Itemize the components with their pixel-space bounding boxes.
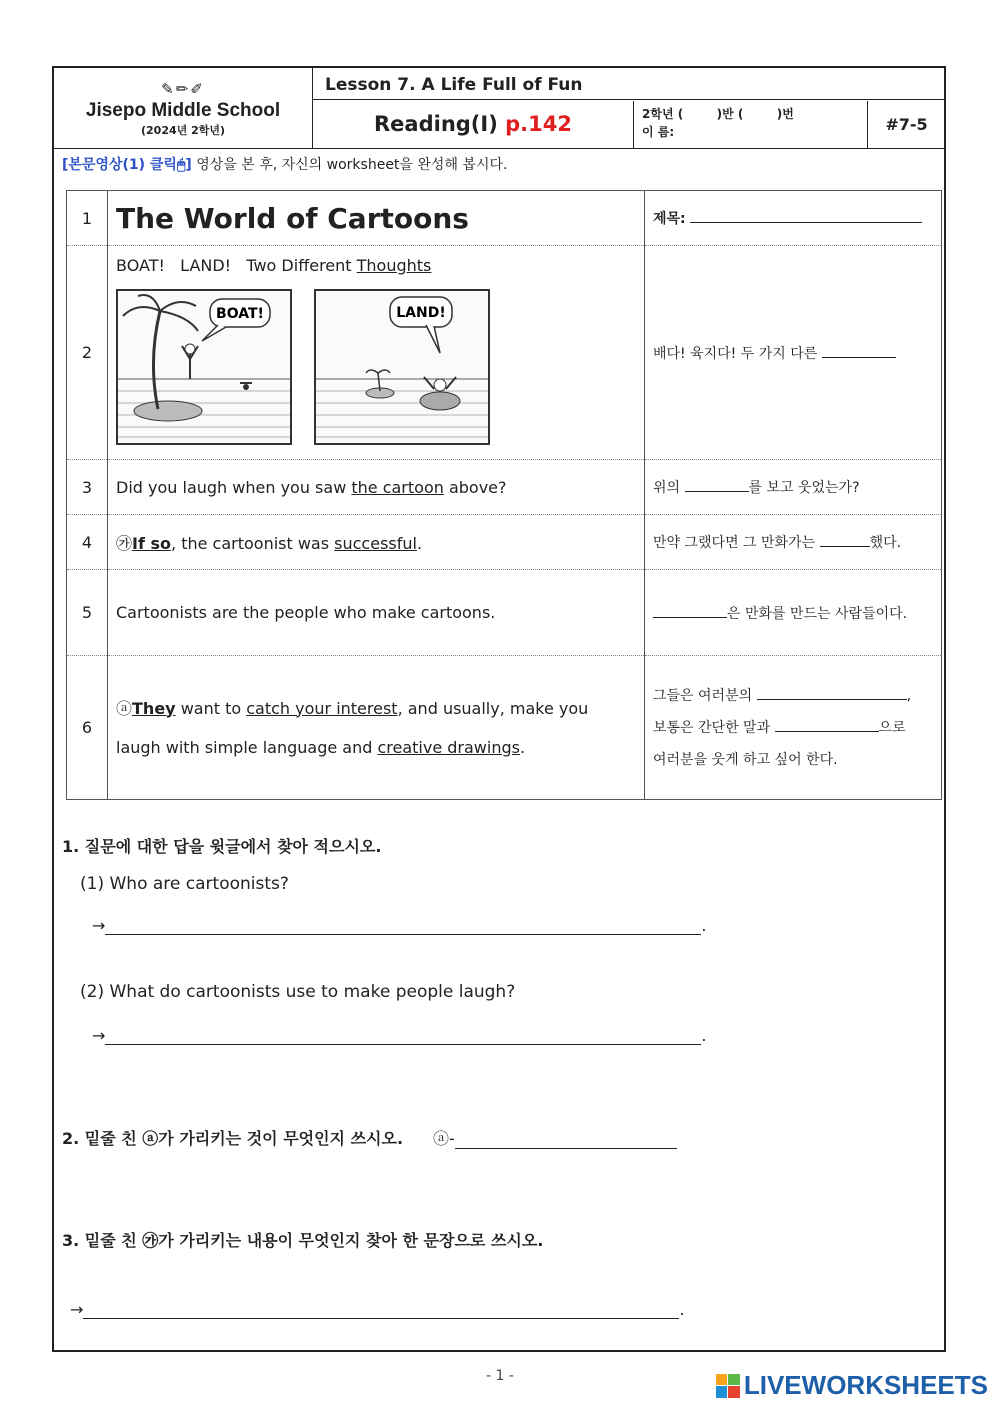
name-line: 이 름: (642, 125, 675, 139)
underlined-phrase: the cartoon (351, 477, 444, 497)
question-1-2: (2) What do cartoonists use to make people laugh? (80, 982, 516, 1002)
text-3: . (519, 737, 526, 757)
pencil-icon: ✎✏✐ (161, 80, 205, 98)
reading-table (66, 190, 942, 800)
text-pre: Did you laugh when you saw (116, 477, 352, 497)
text-1: want to (175, 698, 247, 718)
brand-text: LIVEWORKSHEETS (743, 1370, 988, 1400)
row-korean (645, 515, 942, 570)
table-row (67, 515, 942, 570)
row-english (108, 656, 645, 800)
text-mid: , the cartoonist was (171, 533, 335, 553)
answer-1-1-line[interactable] (105, 914, 701, 935)
arrow-icon: → (92, 1026, 106, 1045)
row-korean (645, 191, 942, 246)
row-number: 5 (67, 570, 108, 656)
text-post: above? (443, 477, 507, 497)
row-number: 3 (67, 460, 108, 515)
cartoon-panels (116, 289, 643, 445)
period: . (701, 1026, 707, 1045)
row-number: 2 (67, 246, 108, 460)
answer-blank[interactable] (685, 477, 749, 492)
row-korean (645, 656, 942, 800)
mark-a: ⓐ (116, 698, 133, 718)
korean-pre: 만약 그랬다면 그 만화가는 (653, 535, 820, 551)
text-post: . (416, 533, 423, 553)
answer-1-1 (92, 914, 707, 935)
answer-1-2 (92, 1024, 707, 1045)
page-number: - 1 - (486, 1368, 514, 1384)
mark-ga: ㉮ (116, 533, 133, 553)
table-row (67, 191, 942, 246)
school-year: (2024년 2학년) (140, 124, 226, 137)
table-row (67, 460, 942, 515)
answer-blank[interactable] (775, 717, 879, 732)
text-2: , and usually, make you laugh with simple language and (116, 698, 589, 757)
question-2 (62, 1126, 677, 1149)
row-korean (645, 246, 942, 460)
story-title: The World of Cartoons (116, 201, 469, 235)
period: . (701, 916, 707, 935)
answer-1-2-line[interactable] (105, 1024, 701, 1045)
row-english (108, 246, 645, 460)
answer-2-label: ⓐ- (433, 1129, 455, 1148)
class-line: 2학년 ( )반 ( )번 (642, 107, 794, 121)
row-english (108, 515, 645, 570)
underlined-word: Thoughts (356, 256, 432, 275)
row-text-pre: BOAT! LAND! Two Different (116, 256, 357, 275)
reading-page: p.142 (505, 112, 572, 136)
liveworksheets-logo[interactable] (716, 1370, 988, 1401)
class-info (634, 101, 868, 148)
cartoon-boat-drawing (118, 291, 290, 443)
korean-text: 배다! 육지다! 두 가지 다른 (653, 345, 818, 362)
school-box (54, 68, 313, 148)
reading-title (313, 101, 634, 148)
underlined-interest: catch your interest (246, 698, 398, 718)
arrow-icon: → (70, 1300, 84, 1319)
answer-3 (70, 1298, 685, 1319)
period: . (679, 1300, 685, 1319)
korean-post: 했다. (869, 535, 902, 551)
instruction-text: 영상을 본 후, 자신의 worksheet을 완성해 봅시다. (191, 157, 508, 173)
korean-pre: 위의 (653, 480, 685, 496)
korean-line-3: 여러분을 웃게 하고 싶어 한다. (653, 751, 838, 768)
table-row (67, 656, 942, 800)
lesson-title: Lesson 7. A Life Full of Fun (313, 68, 944, 100)
bubble-boat: BOAT! (216, 306, 264, 322)
school-name: Jisepo Middle School (85, 100, 281, 121)
underlined-if-so: If so (132, 533, 172, 553)
underlined-successful: successful (334, 533, 417, 553)
korean-2-post: 으로 (878, 719, 906, 736)
worksheet-frame (52, 66, 946, 1352)
row-english: Cartoonists are the people who make cartoons. (108, 570, 645, 656)
liveworksheets-icon (716, 1374, 740, 1398)
answer-3-line[interactable] (83, 1298, 679, 1319)
korean-line-1 (653, 680, 940, 712)
answer-blank[interactable] (820, 532, 870, 547)
question-3: 3. 밑줄 친 ㉮가 가리키는 내용이 무엇인지 찾아 한 문장으로 쓰시오. (62, 1231, 544, 1250)
table-row (67, 570, 942, 656)
reading-label: Reading(I) (374, 112, 498, 136)
video-link[interactable]: [본문영상(1) 클릭🖱] (62, 157, 192, 173)
table-row (67, 246, 942, 460)
title-label: 제목: (653, 211, 686, 227)
cartoon-land (314, 289, 490, 445)
question-1-1: (1) Who are cartoonists? (80, 874, 289, 894)
question-2-text: 2. 밑줄 친 ⓐ가 가리키는 것이 무엇인지 쓰시오. (62, 1129, 404, 1148)
underlined-drawings: creative drawings (377, 737, 520, 757)
cartoon-land-drawing (316, 291, 488, 443)
row-english (108, 191, 645, 246)
row-number: 6 (67, 656, 108, 800)
korean-post: 은 만화를 만드는 사람들이다. (727, 605, 908, 622)
answer-blank[interactable] (822, 343, 896, 358)
row-korean (645, 460, 942, 515)
answer-2-line[interactable] (455, 1128, 677, 1149)
question-1: 1. 질문에 대한 답을 윗글에서 찾아 적으시오. (62, 837, 382, 856)
cartoon-boat (116, 289, 292, 445)
title-answer-blank[interactable] (690, 208, 922, 223)
header (54, 68, 944, 149)
worksheet-number: #7-5 (885, 115, 928, 134)
korean-1-post: , (906, 687, 912, 704)
instruction (62, 154, 507, 174)
korean-line-2 (653, 712, 940, 744)
row-number: 4 (67, 515, 108, 570)
underlined-they: They (132, 698, 176, 718)
row-number: 1 (67, 191, 108, 246)
korean-2: 보통은 간단한 말과 (653, 719, 775, 736)
bubble-land: LAND! (396, 305, 446, 321)
korean-post: 를 보고 웃었는가? (748, 480, 860, 496)
arrow-icon: → (92, 916, 106, 935)
answer-blank[interactable] (653, 603, 727, 618)
answer-blank[interactable] (757, 685, 907, 700)
row-korean (645, 570, 942, 656)
korean-1: 그들은 여러분의 (653, 687, 757, 704)
row-english (108, 460, 645, 515)
